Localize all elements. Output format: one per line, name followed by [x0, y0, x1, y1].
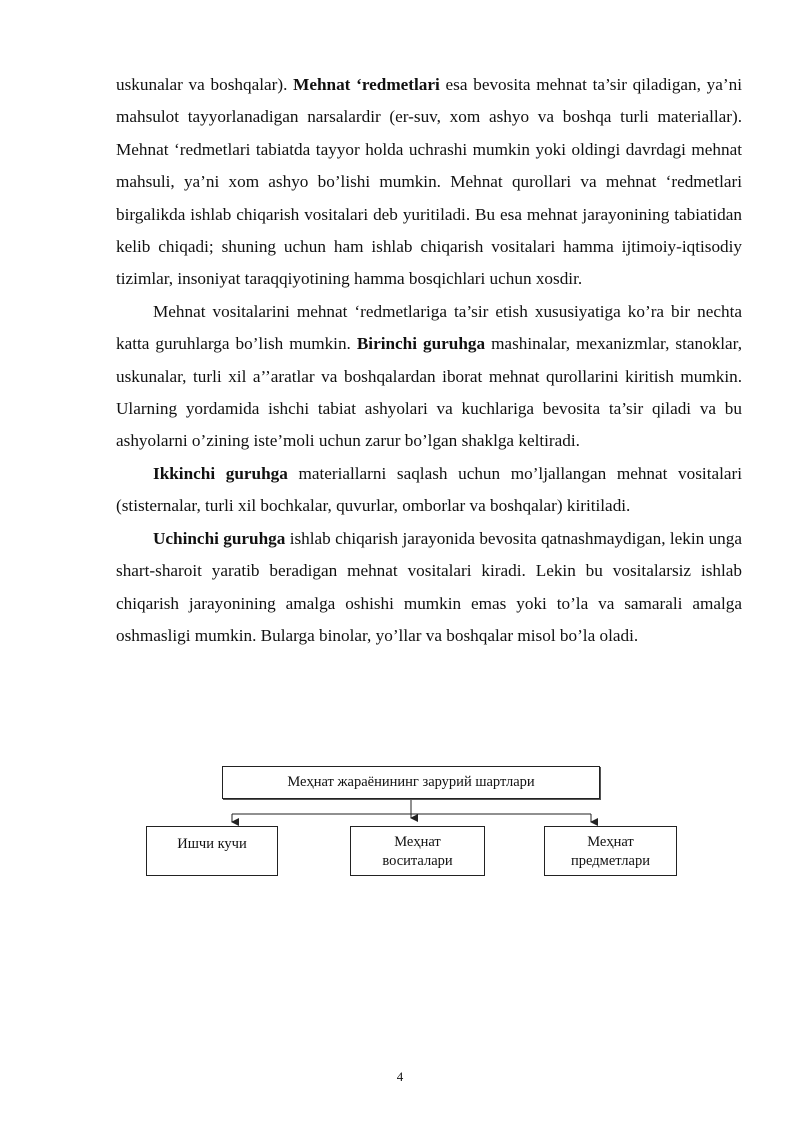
paragraph-4-text-rest: ishlab chiqarish jarayonida bevosita qatnashmaydigan, lekin unga shart-sharoit yaratib beradigan mehnat vositalari kiradi. Lekin bu vositalarsiz ishlab chiqarish jarayonining amalga oshishi mumkin emas yoki to’la va samarali amalga oshmasligi mumkin. Bularga binolar, yo’llar va boshqalar misol bo’la oladi. [116, 528, 742, 645]
term-uchinchi-guruhga: Uchinchi guruhga [153, 528, 286, 548]
diagram-box-ishchi-kuchi [146, 826, 278, 876]
paragraph-1 [116, 69, 742, 296]
paragraph-4 [116, 523, 742, 653]
diagram-right-label-line2: предметлари [571, 853, 650, 869]
term-ikkinchi-guruhga: Ikkinchi guruhga [153, 463, 288, 483]
diagram-middle-label-line2: воситалари [382, 853, 453, 869]
diagram-right-label-line1: Меҳнат [587, 834, 634, 850]
paragraph-2-text-start: Mehnat vositalarini mehnat ‘redmetlariga ta’sir etish xususiyatiga ko’ra bir nechta katta guruhlarga bo’lish mumkin. [116, 301, 742, 354]
diagram-box-mehnat-predmetlari [544, 826, 677, 876]
paragraph-3-text-rest: materiallarni saqlash uchun mo’ljallangan mehnat vositalari (stisternalar, turli xil bochkalar, quvurlar, omborlar va boshqalar) kiritiladi. [116, 463, 742, 516]
term-mehnat-predmetlari: Mehnat ‘redmetlari [293, 75, 440, 94]
diagram-middle-label-line1: Меҳнат [394, 834, 441, 850]
diagram-left-label: Ишчи кучи [177, 836, 247, 852]
paragraph-3 [116, 458, 742, 523]
paragraph-1-text-start: uskunalar va boshqalar). [116, 75, 294, 94]
diagram-root-box [222, 766, 600, 799]
paragraph-1-text-rest: esa bevosita mehnat ta’sir qiladigan, ya’ni mahsulot tayyorlanadigan narsalardir (er-suv, xom ashyo va boshqa turli materiallar). Mehnat ‘redmetlari tabiatda tayyor holda uchrashi mumkin yoki oldingi davrdagi mehnat mahsuli, ya’ni xom ashyo bo’lishi mumkin. Mehnat qurollari va mehnat ‘redmetlari birgalikda ishlab chiqarish vositalari deb yuritiladi. Bu esa mehnat jarayonining tabiatidan kelib chiqadi; shuning uchun ham ishlab chiqarish vositalari hamma ijtimoiy-iqtisodiy tizimlar, insoniyat taraqqiyotining hamma bosqichlari uchun xosdir. [116, 75, 742, 289]
paragraph-2-text-rest: mashinalar, mexanizmlar, stanoklar, uskunalar, turli xil a’’aratlar va boshqalardan iborat mehnat qurollarini kiritish mumkin. Ularning yordamida ishchi tabiat ashyolari va kuchlariga bevosita ta’sir qiladi va bu ashyolarni o’zining iste’moli uchun zarur bo’lgan shaklga keltiradi. [116, 334, 742, 451]
diagram-root-label: Меҳнат жараёнининг зарурий шартлари [287, 774, 535, 790]
paragraph-2 [116, 296, 742, 458]
term-birinchi-guruhga: Birinchi guruhga [356, 334, 486, 354]
diagram-box-mehnat-vositalari [350, 826, 485, 876]
body-text [116, 69, 742, 652]
page-number: 4 [396, 1069, 404, 1084]
